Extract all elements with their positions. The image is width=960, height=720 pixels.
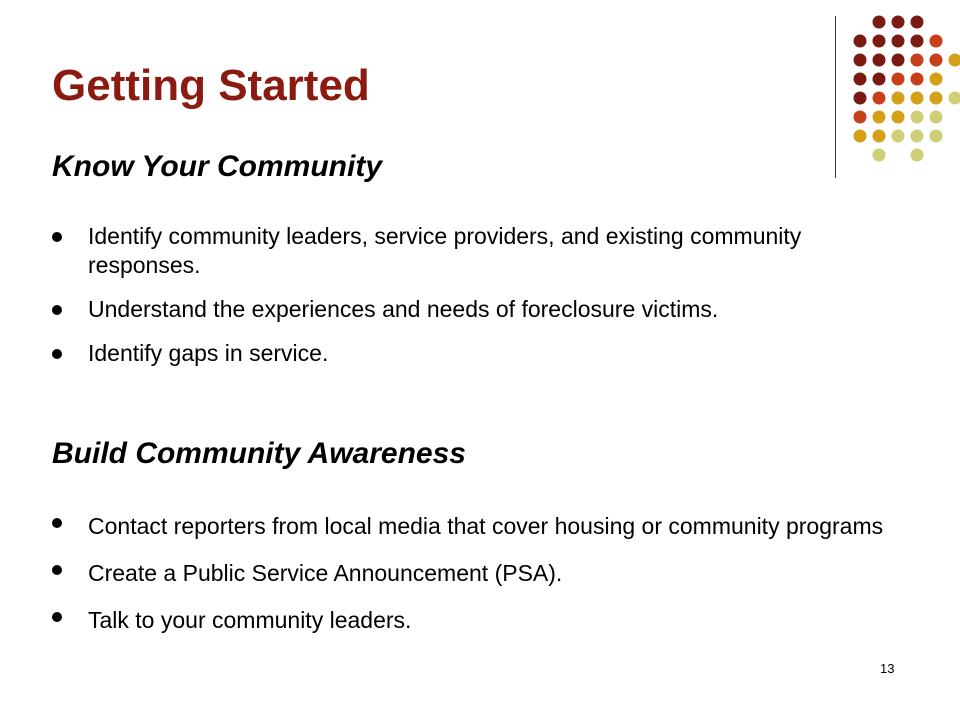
decorative-dot: [892, 73, 905, 86]
decorative-dot: [854, 111, 867, 124]
decorative-dot: [911, 149, 924, 162]
decorative-dot: [873, 92, 886, 105]
section-heading-know-your-community: Know Your Community: [52, 150, 382, 183]
decorative-dot: [873, 149, 886, 162]
decorative-dot: [911, 111, 924, 124]
decorative-dot: [854, 92, 867, 105]
vertical-divider: [835, 16, 836, 178]
decorative-dot: [873, 73, 886, 86]
bullet-item: Identify gaps in service.: [52, 339, 892, 368]
decorative-dot: [911, 130, 924, 143]
decorative-dot: [892, 54, 905, 67]
decorative-dot: [911, 54, 924, 67]
bullet-item: Contact reporters from local media that cover housing or community programs: [52, 508, 892, 544]
bullet-dot-icon: [52, 232, 62, 242]
decorative-dot: [911, 35, 924, 48]
section-heading-build-community-awareness: Build Community Awareness: [52, 437, 466, 470]
decorative-dot: [854, 54, 867, 67]
decorative-dot: [873, 130, 886, 143]
decorative-dot: [892, 92, 905, 105]
page-number: 13: [880, 661, 895, 676]
bullet-item: Identify community leaders, service providers, and existing community responses.: [52, 222, 892, 280]
decorative-dot: [892, 130, 905, 143]
slide-title: Getting Started: [52, 61, 370, 110]
decorative-dot: [854, 73, 867, 86]
decorative-dot: [930, 35, 943, 48]
decorative-dot: [873, 35, 886, 48]
decorative-dot: [911, 92, 924, 105]
bullet-dot-icon: [52, 518, 62, 528]
bullet-list-build-community-awareness: [52, 508, 892, 649]
bullet-item: Understand the experiences and needs of foreclosure victims.: [52, 295, 892, 324]
decorative-dot: [930, 130, 943, 143]
decorative-dot: [854, 35, 867, 48]
decorative-dot: [930, 54, 943, 67]
bullet-dot-icon: [52, 612, 62, 622]
bullet-dot-icon: [52, 565, 62, 575]
bullet-dot-icon: [52, 349, 62, 359]
bullet-item: Create a Public Service Announcement (PSA).: [52, 555, 892, 591]
decorative-dot: [873, 111, 886, 124]
bullet-dot-icon: [52, 305, 62, 315]
decorative-dot: [949, 54, 960, 67]
decorative-dot: [930, 73, 943, 86]
decorative-dot: [911, 16, 924, 29]
decorative-dot: [873, 54, 886, 67]
decorative-dot: [892, 111, 905, 124]
decorative-dot: [892, 16, 905, 29]
decorative-dot: [911, 73, 924, 86]
decorative-dot: [930, 111, 943, 124]
decorative-dot: [854, 130, 867, 143]
bullet-list-know-your-community: [52, 222, 892, 383]
decorative-dot: [949, 92, 960, 105]
bullet-item: Talk to your community leaders.: [52, 602, 892, 638]
decorative-dot: [892, 35, 905, 48]
decorative-dot: [930, 92, 943, 105]
decorative-dot: [873, 16, 886, 29]
